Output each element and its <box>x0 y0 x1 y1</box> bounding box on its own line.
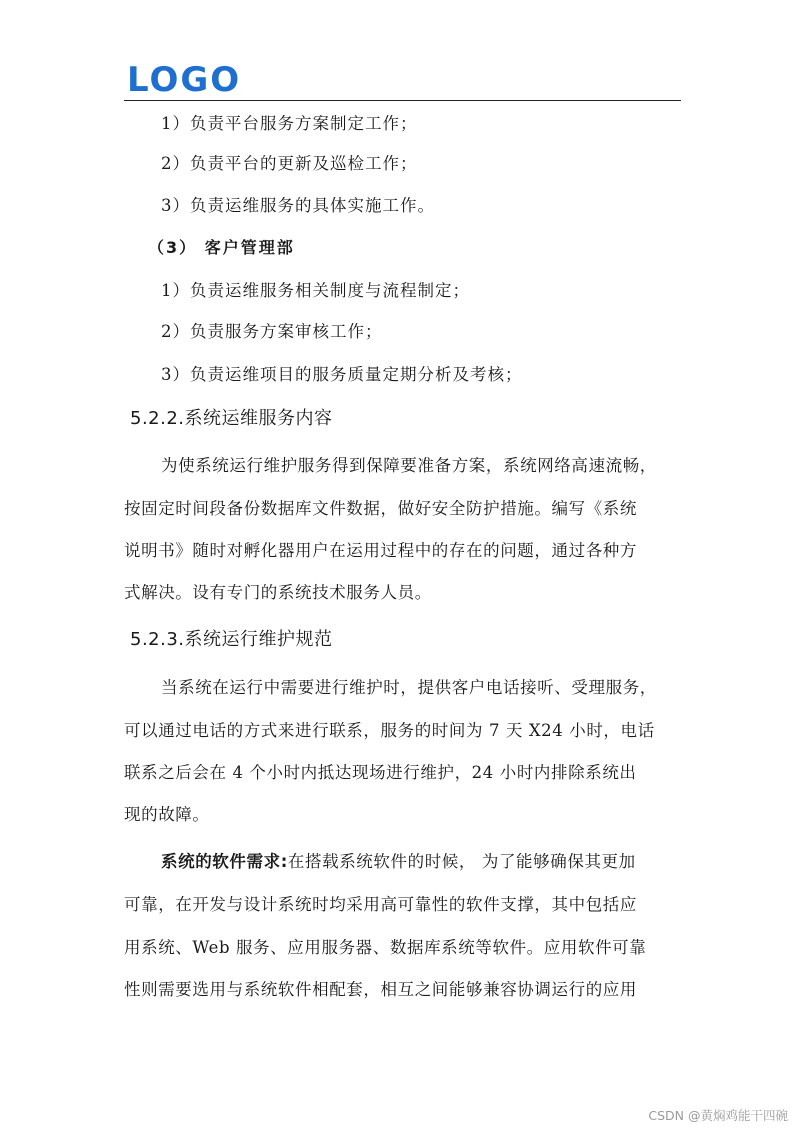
paragraph-line: 按固定时间段备份数据库文件数据，做好安全防护措施。编写《系统 <box>124 499 637 518</box>
paragraph-line: 联系之后会在 4 个小时内抵达现场进行维护，24 小时内排除系统出 <box>124 763 637 782</box>
paragraph-line: 可靠，在开发与设计系统时均采用高可靠性的软件支撑，其中包括应 <box>124 895 637 914</box>
subsection-heading: （3） 客户管理部 <box>148 238 295 257</box>
lead-text: 在搭载系统软件的时候， 为了能够确保其更加 <box>287 852 636 871</box>
bold-lead: 系统的软件需求: <box>161 852 288 871</box>
paragraph-line: 性则需要选用与系统软件相配套，相互之间能够兼容协调运行的应用 <box>124 980 637 999</box>
section-heading: 5.2.3.系统运行维护规范 <box>130 629 333 650</box>
list-item: 2）负责服务方案审核工作； <box>161 322 383 341</box>
paragraph-line: 式解决。设有专门的系统技术服务人员。 <box>124 583 432 602</box>
paragraph-line <box>161 851 636 873</box>
paragraph-line: 可以通过电话的方式来进行联系，服务的时间为 7 天 X24 小时，电话 <box>124 721 655 740</box>
list-item: 3）负责运维服务的具体实施工作。 <box>161 196 435 215</box>
list-item: 1）负责平台服务方案制定工作； <box>161 114 418 133</box>
header-rule <box>124 100 681 101</box>
list-item: 3）负责运维项目的服务质量定期分析及考核； <box>161 365 523 384</box>
paragraph-line: 用系统、Web 服务、应用服务器、数据库系统等软件。应用软件可靠 <box>124 938 647 957</box>
paragraph-line: 现的故障。 <box>124 805 210 824</box>
section-heading: 5.2.2.系统运维服务内容 <box>130 408 333 429</box>
paragraph-line: 为使系统运行维护服务得到保障要准备方案，系统网络高速流畅， <box>161 456 657 475</box>
logo: LOGO <box>127 60 242 100</box>
watermark: CSDN @黄焖鸡能干四碗 <box>648 1108 788 1123</box>
paragraph-line: 说明书》随时对孵化器用户在运用过程中的存在的问题，通过各种方 <box>124 541 637 560</box>
list-item: 2）负责平台的更新及巡检工作； <box>161 154 418 173</box>
list-item: 1）负责运维服务相关制度与流程制定； <box>161 281 470 300</box>
paragraph-line: 当系统在运行中需要进行维护时，提供客户电话接听、受理服务， <box>161 678 657 697</box>
